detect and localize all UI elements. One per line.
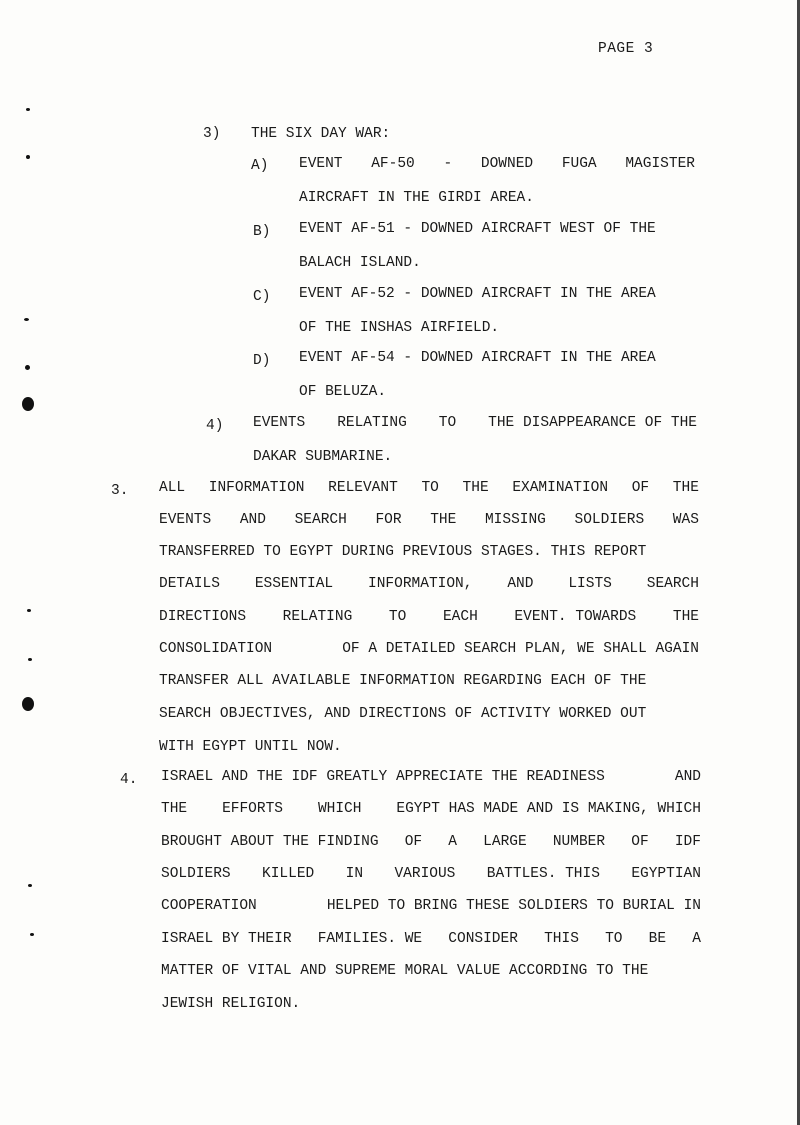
list-number-3: 3) [203,126,221,142]
event-d-letter: D) [253,353,271,369]
word: EVENTS [253,415,306,431]
word: AF-50 [371,156,415,172]
word: CONSIDER [448,931,518,947]
page-number: PAGE 3 [598,41,654,57]
word: SEARCH [294,512,347,528]
word: IDF [674,834,701,850]
word: EGYPT HAS MADE AND IS MAKING, WHICH [396,801,701,817]
word: AND [507,576,534,592]
event-a-letter: A) [251,158,269,174]
scan-speck [25,365,30,370]
word: SOLDIERS [574,512,645,528]
p3-line-7: TRANSFER ALL AVAILABLE INFORMATION REGARDING EACH OF THE [159,673,647,689]
list-number-4: 4) [206,418,224,434]
word: THE DISAPPEARANCE OF THE [488,415,697,431]
scan-speck [27,609,31,612]
p4-line-2 [161,801,701,817]
word: TO [388,609,407,625]
p3-line-4 [159,576,699,592]
scan-speck [28,884,32,887]
word: THE [672,609,699,625]
word: WAS [672,512,699,528]
p3-line-5 [159,609,699,625]
word: AND [674,769,701,785]
word: THIS [544,931,579,947]
dakar-line1 [253,415,697,431]
word: DETAILS [159,576,220,592]
word: VARIOUS [394,866,456,882]
word: OF [404,834,423,850]
word: LISTS [568,576,612,592]
word: EXAMINATION [512,480,609,496]
p3-line-1 [159,480,699,496]
word: NUMBER [552,834,606,850]
word: INFORMATION [208,480,305,496]
p4-line-3 [161,834,701,850]
word: KILLED [262,866,315,882]
event-a-line2: AIRCRAFT IN THE GIRDI AREA. [299,190,534,206]
word: RELATING [282,609,353,625]
p4-line-7: MATTER OF VITAL AND SUPREME MORAL VALUE ACCORDING TO THE [161,963,649,979]
word: TO [605,931,623,947]
word: TO [421,480,439,496]
word: EVENTS [159,512,212,528]
word: AND [239,512,266,528]
p3-line-6 [159,641,699,657]
p3-line-2 [159,512,699,528]
word: SEARCH [646,576,699,592]
word: BROUGHT ABOUT THE FINDING [161,834,379,850]
p3-line-3: TRANSFERRED TO EGYPT DURING PREVIOUS STAGES. THIS REPORT [159,544,647,560]
word: - [443,156,453,172]
word: SOLDIERS [161,866,231,882]
word: THE [462,480,489,496]
word: THE [161,801,188,817]
word: RELATING [337,415,407,431]
word: ESSENTIAL [254,576,334,592]
word: ALL [159,480,186,496]
p4-line-5 [161,898,701,914]
event-b-line1: EVENT AF-51 - DOWNED AIRCRAFT WEST OF THE [299,221,656,237]
scan-speck [24,318,29,321]
scan-speck [28,658,32,661]
event-d-line1: EVENT AF-54 - DOWNED AIRCRAFT IN THE AREA [299,350,656,366]
word: EACH [442,609,478,625]
punch-hole-mark [22,697,34,711]
p4-line-4 [161,866,701,882]
word: OF [631,834,649,850]
event-b-letter: B) [253,224,271,240]
word: CONSOLIDATION [159,641,273,657]
event-c-line2: OF THE INSHAS AIRFIELD. [299,320,500,336]
p4-line-8: JEWISH RELIGION. [161,996,301,1012]
word: COOPERATION [161,898,257,914]
word: MISSING [484,512,546,528]
event-a-line1 [299,156,695,172]
word: BE [648,931,667,947]
word: FOR [375,512,402,528]
word: FAMILIES. WE [317,931,423,947]
word: LARGE [483,834,527,850]
word: THE [430,512,457,528]
paragraph-4-number: 4. [120,772,138,788]
word: EVENT [299,156,343,172]
punch-hole-mark [22,397,34,411]
section-heading-six-day-war: THE SIX DAY WAR: [251,126,391,142]
word: EFFORTS [222,801,283,817]
word: MAGISTER [625,156,695,172]
scan-speck [26,108,30,111]
word: EGYPTIAN [631,866,701,882]
p3-line-9: WITH EGYPT UNTIL NOW. [159,739,342,755]
word: WHICH [317,801,362,817]
word: FUGA [561,156,597,172]
p4-line-6 [161,931,701,947]
word: OF [631,480,650,496]
word: ISRAEL BY THEIR [161,931,292,947]
p3-line-8: SEARCH OBJECTIVES, AND DIRECTIONS OF ACTIVITY WORKED OUT [159,706,647,722]
dakar-line2: DAKAR SUBMARINE. [253,449,393,465]
word: DOWNED [480,156,534,172]
word: TO [438,415,457,431]
word: THE [672,480,699,496]
word: BATTLES. THIS [486,866,600,882]
word: ISRAEL AND THE IDF GREATLY APPRECIATE THE READINESS [161,769,605,785]
event-c-line1: EVENT AF-52 - DOWNED AIRCRAFT IN THE AREA [299,286,656,302]
scan-speck [26,155,30,159]
word: A [692,931,701,947]
word: IN [345,866,364,882]
word: EVENT. TOWARDS [514,609,637,625]
scan-speck [30,933,34,936]
word: HELPED TO BRING THESE SOLDIERS TO BURIAL IN [326,898,701,914]
event-c-letter: C) [253,289,271,305]
word: INFORMATION, [368,576,473,592]
word: OF A DETAILED SEARCH PLAN, WE SHALL AGAIN [342,641,699,657]
word: DIRECTIONS [159,609,247,625]
event-b-line2: BALACH ISLAND. [299,255,421,271]
word: RELEVANT [328,480,398,496]
event-d-line2: OF BELUZA. [299,384,387,400]
paragraph-3-number: 3. [111,483,129,499]
word: A [448,834,457,850]
p4-line-1 [161,769,701,785]
